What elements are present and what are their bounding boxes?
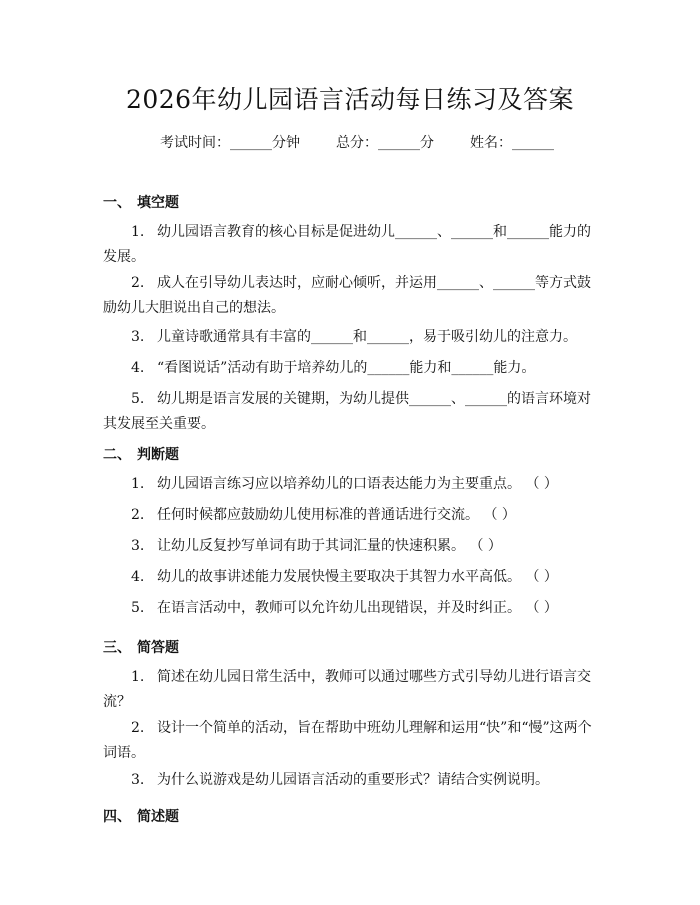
time-unit: 分钟 xyxy=(272,135,300,151)
question-item xyxy=(103,387,603,437)
question-item xyxy=(103,271,603,321)
section-heading-fill-in xyxy=(103,192,179,212)
name-field xyxy=(470,132,554,152)
question-number: 5. xyxy=(131,391,145,407)
section-title: 填空题 xyxy=(137,195,179,211)
question-number: 4. xyxy=(131,360,145,376)
question-number: 2. xyxy=(131,720,145,736)
question-text: 幼儿园语言教育的核心目标是促进幼儿______、______和______能力的发展。 xyxy=(103,224,591,265)
question-number: 1. xyxy=(131,669,145,685)
section-heading-short-answer xyxy=(103,637,179,657)
section-title: 简答题 xyxy=(137,640,179,656)
question-number: 5. xyxy=(131,600,145,616)
question-item xyxy=(103,325,603,350)
question-number: 3. xyxy=(131,772,145,788)
question-number: 4. xyxy=(131,569,145,585)
time-label: 考试时间： xyxy=(160,135,230,151)
question-text: 设计一个简单的活动，旨在帮助中班幼儿理解和运用“快”和“慢”这两个词语。 xyxy=(103,720,592,761)
exam-info-row xyxy=(160,132,554,152)
question-text: “看图说话”活动有助于培养幼儿的______能力和______能力。 xyxy=(157,360,536,376)
question-item xyxy=(103,503,603,528)
question-text: 幼儿园语言练习应以培养幼儿的口语表达能力为主要重点。 （ ） xyxy=(157,476,558,492)
section-number: 一、 xyxy=(103,195,131,211)
question-item xyxy=(103,356,603,381)
question-text: 简述在幼儿园日常生活中，教师可以通过哪些方式引导幼儿进行语言交流？ xyxy=(103,669,591,710)
question-text: 幼儿期是语言发展的关键期，为幼儿提供______、______的语言环境对其发展至关重要。 xyxy=(103,391,591,432)
section-title: 判断题 xyxy=(137,447,179,463)
question-text: 幼儿的故事讲述能力发展快慢主要取决于其智力水平高低。 （ ） xyxy=(157,569,558,585)
score-field xyxy=(336,132,434,152)
time-field xyxy=(160,132,300,152)
question-item xyxy=(103,534,603,559)
question-number: 3. xyxy=(131,329,145,345)
question-number: 1. xyxy=(131,224,145,240)
section-number: 三、 xyxy=(103,640,131,656)
question-item xyxy=(103,716,603,766)
question-number: 2. xyxy=(131,275,145,291)
name-blank: ______ xyxy=(512,135,554,151)
question-text: 任何时候都应鼓励幼儿使用标准的普通话进行交流。 （ ） xyxy=(157,507,516,523)
question-text: 在语言活动中，教师可以允许幼儿出现错误，并及时纠正。 （ ） xyxy=(157,600,558,616)
question-item xyxy=(103,665,603,715)
question-number: 3. xyxy=(131,538,145,554)
page-title: 2026年幼儿园语言活动每日练习及答案 xyxy=(125,85,575,114)
score-unit: 分 xyxy=(420,135,434,151)
section-heading-essay xyxy=(103,806,179,826)
question-item xyxy=(103,472,603,497)
section-number: 四、 xyxy=(103,809,131,825)
score-blank: ______ xyxy=(378,135,420,151)
name-label: 姓名： xyxy=(470,135,512,151)
question-item xyxy=(103,768,603,793)
time-blank: ______ xyxy=(230,135,272,151)
section-title: 简述题 xyxy=(137,809,179,825)
section-heading-true-false xyxy=(103,444,179,464)
section-number: 二、 xyxy=(103,447,131,463)
question-number: 2. xyxy=(131,507,145,523)
question-text: 成人在引导幼儿表达时，应耐心倾听，并运用______、______等方式鼓励幼儿大胆说出自己的想法。 xyxy=(103,275,591,316)
question-item xyxy=(103,596,603,621)
question-item xyxy=(103,565,603,590)
question-number: 1. xyxy=(131,476,145,492)
question-item xyxy=(103,220,603,270)
question-text: 让幼儿反复抄写单词有助于其词汇量的快速积累。 （ ） xyxy=(157,538,502,554)
score-label: 总分： xyxy=(336,135,378,151)
question-text: 儿童诗歌通常具有丰富的______和______，易于吸引幼儿的注意力。 xyxy=(157,329,577,345)
question-text: 为什么说游戏是幼儿园语言活动的重要形式？请结合实例说明。 xyxy=(157,772,549,788)
